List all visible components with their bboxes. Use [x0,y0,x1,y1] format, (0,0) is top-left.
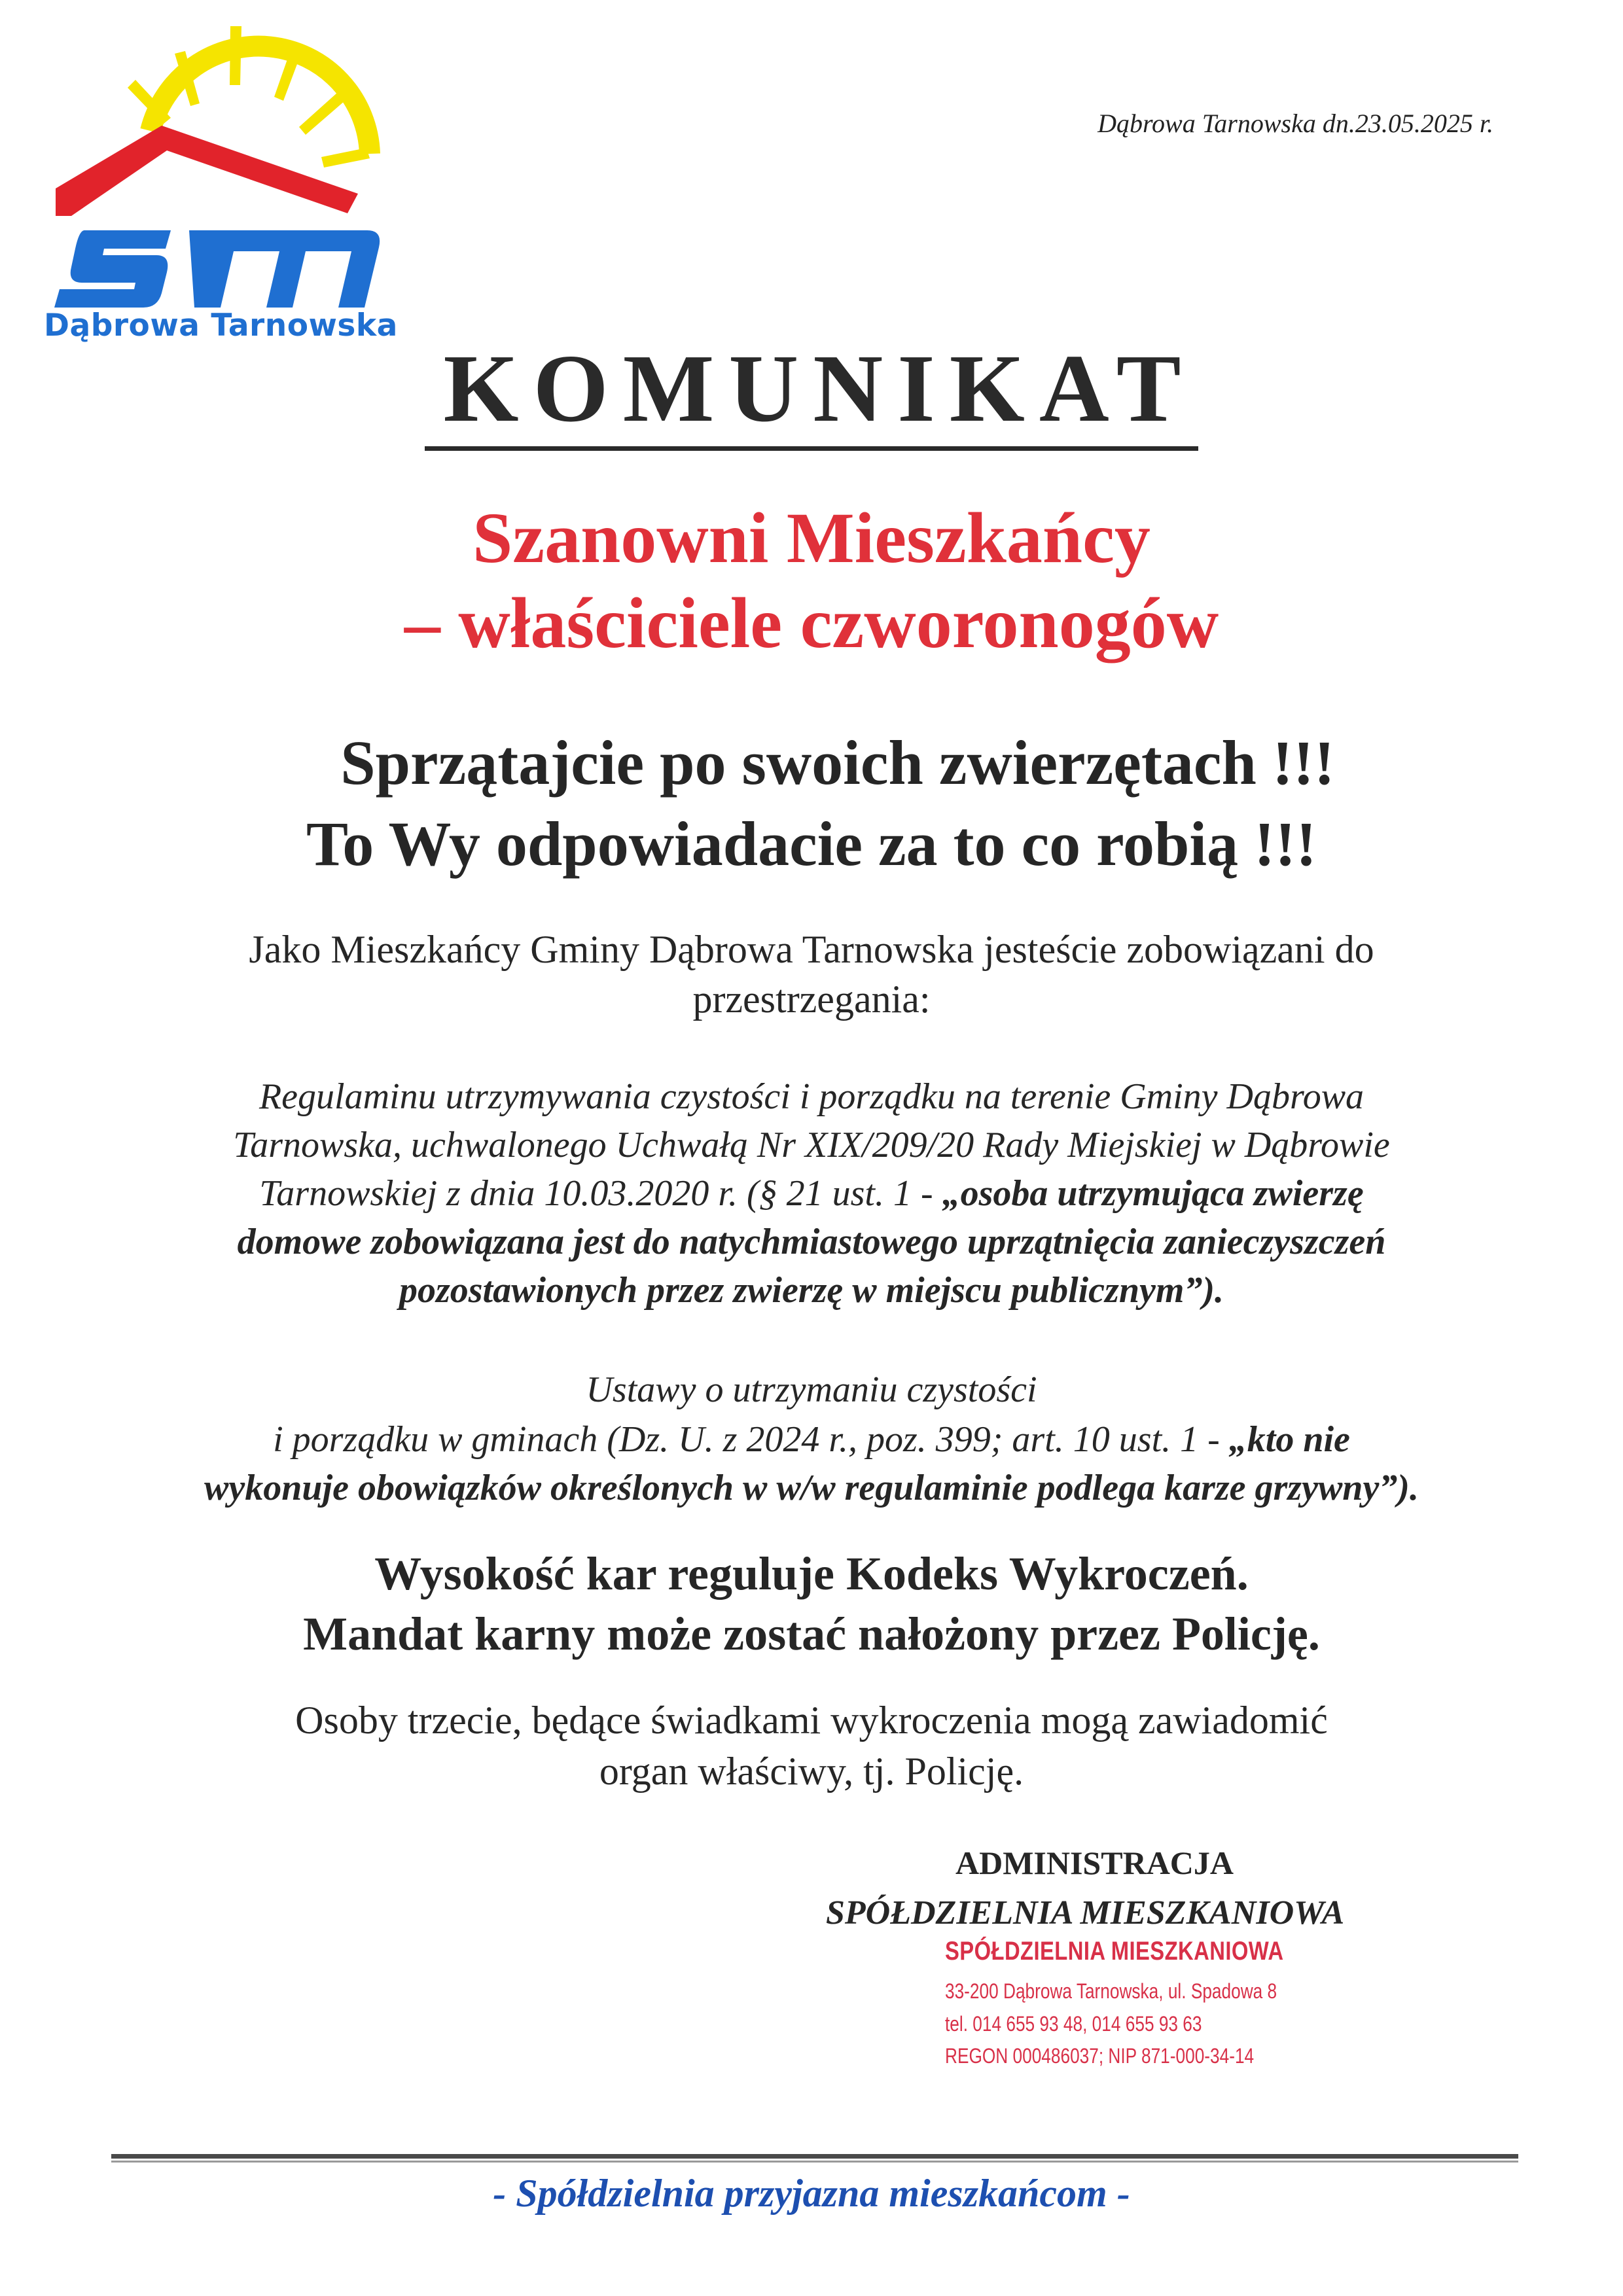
footer-motto: - Spółdzielnia przyjazna mieszkańcom - [493,2172,1130,2215]
greeting-line-1: Szanowni Mieszkańcy [473,498,1150,578]
logo-graphic [36,20,402,308]
greeting-line-2: – właściciele czworonogów [404,583,1219,663]
stamp-ids: REGON 000486037; NIP 871-000-34-14 [945,2044,1255,2068]
penalty-line-2: Mandat karny może zostać nałożony przez Policję. [303,1608,1320,1660]
regulation-line-1: Regulaminu utrzymywania czystości i porządku na terenie Gminy Dąbrowa [259,1076,1364,1117]
regulation-line-3-bold: „osoba utrzymująca zwierzę [942,1173,1364,1214]
act-line-2-plain: i porządku w gminach (Dz. U. z 2024 r., poz. 399; art. 10 ust. 1 - [273,1419,1229,1460]
signature-line-2: SPÓŁDZIELNIA MIESZKANIOWA [826,1894,1345,1932]
company-stamp [945,1937,1283,2073]
witness-line-2: organ właściwy, tj. Policję. [599,1750,1024,1793]
act-line-3-bold: wykonuje obowiązków określonych w w/w regulaminie podlega karze grzywny”). [204,1468,1419,1508]
intro-line-1: Jako Mieszkańcy Gminy Dąbrowa Tarnowska jesteście zobowiązani do [249,928,1374,971]
document-title: KOMUNIKAT [425,340,1198,451]
regulation-line-3 [0,1170,1623,1218]
regulation-line-2: Tarnowska, uchwalonego Uchwałą Nr XIX/209/20 Rady Miejskiej w Dąbrowie [233,1125,1390,1165]
regulation-line-3-plain: Tarnowskiej z dnia 10.03.2020 r. (§ 21 ust. 1 - [259,1173,942,1214]
penalty-line-1: Wysokość kar reguluje Kodeks Wykroczeń. [374,1547,1249,1600]
logo [36,20,402,360]
act-line-3 [0,1464,1623,1512]
regulation-line-4-bold: domowe zobowiązana jest do natychmiastowego uprzątnięcia zanieczyszczeń [237,1222,1386,1262]
sm-letters [54,230,380,308]
regulation-line-4 [0,1218,1623,1266]
act-line-1: Ustawy o utrzymaniu czystości [586,1369,1037,1410]
intro-line-2: przestrzegania: [692,978,931,1021]
regulation-line-5 [0,1267,1623,1315]
logo-caption: Dąbrowa Tarnowska [44,308,398,344]
footer-divider [111,2154,1518,2159]
act-line-2-bold: „kto nie [1228,1419,1350,1460]
document-title-wrap [0,335,1623,451]
roof-icon [56,126,358,216]
regulation-line-5-bold: pozostawionych przez zwierzę w miejscu publicznym”). [399,1270,1224,1311]
witness-line-1: Osoby trzecie, będące świadkami wykroczenia mogą zawiadomić [295,1699,1328,1742]
appeal-line-2: To Wy odpowiadacie za to co robią !!! [306,809,1317,879]
appeal-line-1: Sprzątajcie po swoich zwierzętach !!! [340,728,1335,798]
stamp-address: 33-200 Dąbrowa Tarnowska, ul. Spadowa 8 [945,1979,1277,2003]
document-date: Dąbrowa Tarnowska dn.23.05.2025 r. [1097,109,1493,138]
stamp-phone: tel. 014 655 93 48, 014 655 93 63 [945,2011,1202,2036]
act-line-2 [0,1416,1623,1464]
footer-divider-shadow [111,2161,1518,2163]
signature-line-1: ADMINISTRACJA [955,1845,1234,1881]
stamp-title: SPÓŁDZIELNIA MIESZKANIOWA [945,1937,1284,1966]
